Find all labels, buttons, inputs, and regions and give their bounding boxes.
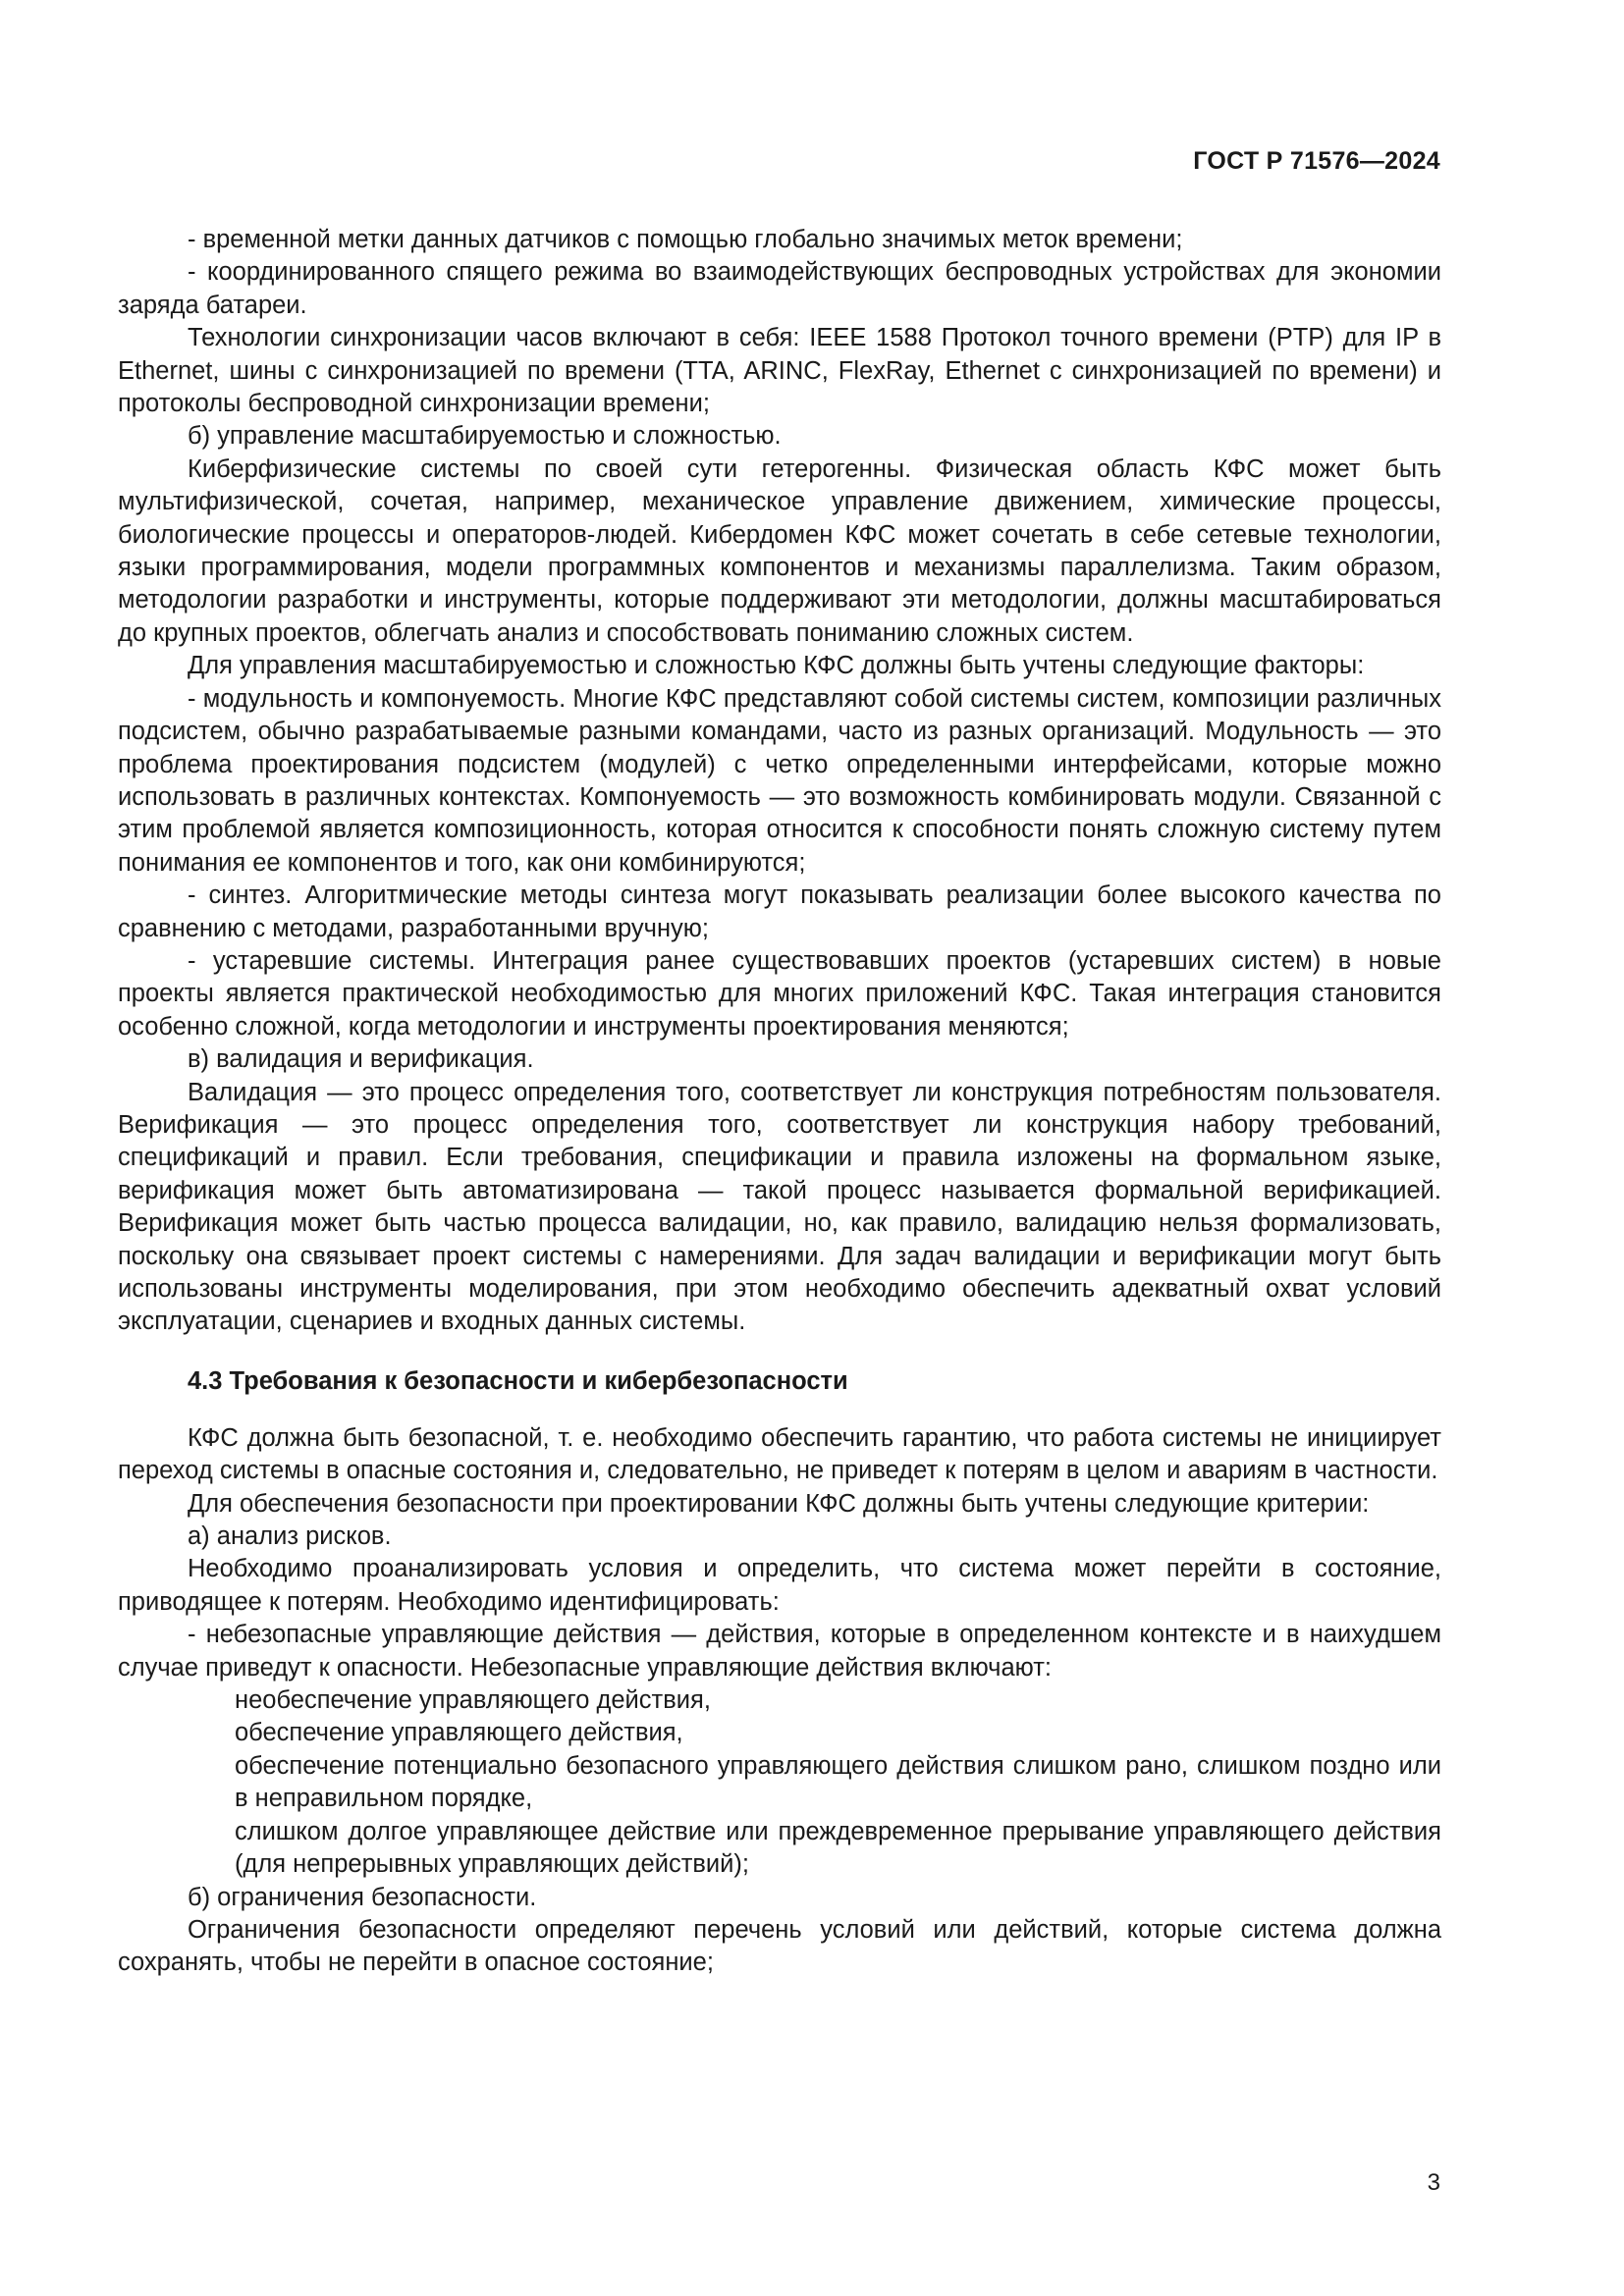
paragraph: - синтез. Алгоритмические методы синтеза могут показывать реализации более высокого качества по сравнению с методами, разработанными вручную; [118, 881, 1441, 942]
paragraph: - устаревшие системы. Интеграция ранее существовавших проектов (устаревших систем) в новые проекты является практической необходимостью для многих приложений КФС. Такая интеграция становится особенно сложной, когда методологии и инструменты проектирования меняются; [118, 946, 1441, 1041]
paragraph: в) валидация и верификация. [188, 1045, 534, 1074]
paragraph: Для обеспечения безопасности при проектировании КФС должны быть учтены следующие критерии: [188, 1489, 1370, 1518]
paragraph: - небезопасные управляющие действия — действия, которые в определенном контексте и в наихудшем случае приведут к опасности. Небезопасные управляющие действия включают: [118, 1621, 1441, 1682]
paragraph: Киберфизические системы по своей сути гетерогенны. Физическая область КФС может быть мультифизической, сочетая, например, механическое управление движением, химические процессы, биологические процессы и операторов-людей. Кибердомен КФС может сочетать в себе сетевые технологии, языки программирования, модели программных компонентов и механизмы параллелизма. Таким образом, методологии разработки и инструменты, которые поддерживают эти методологии, должны масштабироваться до крупных проектов, облегчать анализ и способствовать пониманию сложных систем. [118, 454, 1441, 647]
paragraph: - модульность и компонуемость. Многие КФС представляют собой системы систем, композиции различных подсистем, обычно разрабатываемые разными командами, часто из разных организаций. Модульность — это проблема проектирования подсистем (модулей) с четко определенными интерфейсами, которые можно использовать в различных контекстах. Компонуемость — это возможность комбинировать модули. Связанной с этим проблемой является композиционность, которая относится к способности понять сложную систему путем понимания ее компонентов и того, как они комбинируются; [118, 684, 1441, 877]
document-body [118, 224, 1441, 1980]
paragraph: а) анализ рисков. [188, 1522, 392, 1551]
sub-list-item: обеспечение управляющего действия, [235, 1719, 683, 1747]
sub-list-item: необеспечение управляющего действия, [235, 1686, 711, 1715]
page-number: 3 [1427, 2169, 1440, 2196]
paragraph: Валидация — это процесс определения того, соответствует ли конструкция потребностям пользователя. Верификация — это процесс определения того, соответствует ли конструкция набору требований, спецификаций и правил. Если требования, спецификации и правила изложены на формальном языке, верификация может быть автоматизирована — такой процесс называется формальной верификацией. Верификация может быть частью процесса валидации, но, как правило, валидацию нельзя формализовать, поскольку она связывает проект системы с намерениями. Для задач валидации и верификации могут быть использованы инструменты моделирования, при этом необходимо обеспечить адекватный охват условий эксплуатации, сценариев и входных данных системы. [118, 1078, 1441, 1336]
paragraph: - временной метки данных датчиков с помощью глобально значимых меток времени; [188, 226, 1183, 253]
paragraph: - координированного спящего режима во взаимодействующих беспроводных устройствах для экономии заряда батареи. [118, 258, 1441, 319]
document-code: ГОСТ Р 71576—2024 [1193, 147, 1440, 175]
paragraph: Для управления масштабируемостью и сложностью КФС должны быть учтены следующие факторы: [188, 652, 1365, 680]
paragraph: КФС должна быть безопасной, т. е. необходимо обеспечить гарантию, что работа системы не инициирует переход системы в опасные состояния и, следовательно, не приведет к потерям в целом и авариям в частности. [118, 1423, 1441, 1485]
paragraph: Технологии синхронизации часов включают в себя: IEEE 1588 Протокол точного времени (PTP) для IP в Ethernet, шины с синхронизацией по времени (TTA, ARINC, FlexRay, Ethernet с синхронизацией по времени) и протоколы беспроводной синхронизации времени; [118, 324, 1441, 418]
section-heading: 4.3 Требования к безопасности и кибербезопасности [188, 1366, 848, 1395]
paragraph: Необходимо проанализировать условия и определить, что система может перейти в состояние, приводящее к потерям. Необходимо идентифицировать: [118, 1555, 1441, 1616]
sub-list-item: слишком долгое управляющее действие или преждевременное прерывание управляющего действия (для непрерывных управляющих действий); [235, 1817, 1441, 1879]
sub-list-item: обеспечение потенциально безопасного управляющего действия слишком рано, слишком поздно или в неправильном порядке, [235, 1751, 1441, 1813]
paragraph: б) управление масштабируемостью и сложностью. [188, 422, 782, 451]
paragraph: Ограничения безопасности определяют перечень условий или действий, которые система должна сохранять, чтобы не перейти в опасное состояние; [118, 1915, 1441, 1977]
paragraph: б) ограничения безопасности. [188, 1883, 537, 1911]
